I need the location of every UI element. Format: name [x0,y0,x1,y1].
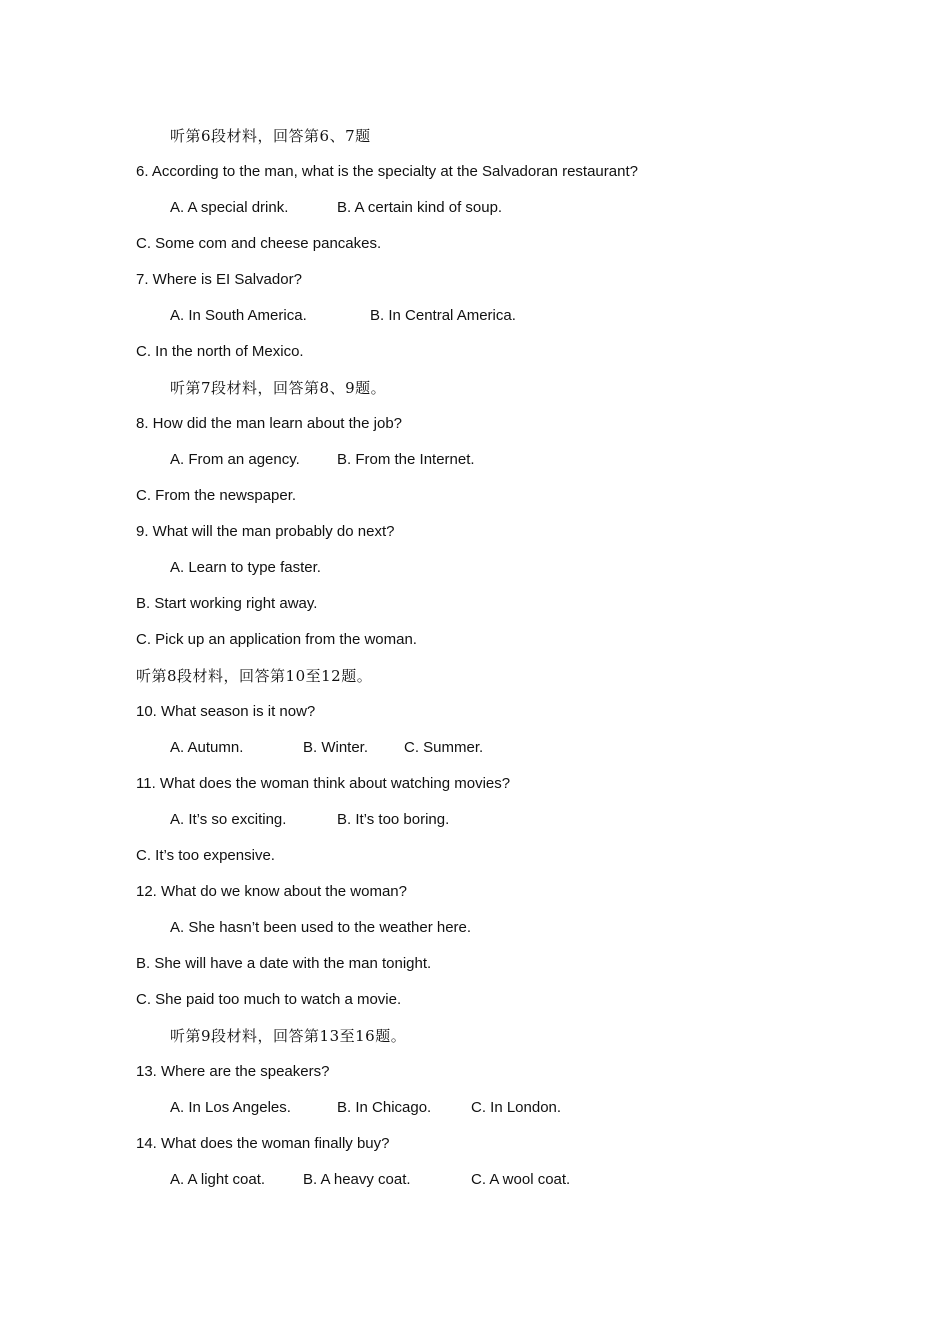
option-a: A. In Los Angeles. [170,1099,291,1116]
question-7: 7. Where is EI Salvador? [136,271,302,288]
question-13: 13. Where are the speakers? [136,1063,330,1080]
section-heading: 听第9段材料，回答第13至16题。 [170,1027,407,1045]
option-b: B. In Chicago. [337,1099,432,1116]
option-a: A. From an agency. [170,451,300,468]
option-c: C. Summer. [404,739,484,756]
option-b: B. It’s too boring. [337,811,450,828]
option-b: B. In Central America. [370,307,516,324]
option-a: A. It’s so exciting. [170,811,287,828]
option-a: A. Autumn. [170,739,244,756]
option-c: C. It’s too expensive. [136,847,275,864]
option-a: A. She hasn’t been used to the weather here. [170,919,472,936]
section-heading: 听第6段材料，回答第6、7题 [170,127,371,145]
option-b: B. A certain kind of soup. [337,199,503,216]
option-c: C. Some com and cheese pancakes. [136,235,382,252]
option-c: C. In London. [471,1099,562,1116]
option-a: A. A light coat. [170,1171,266,1188]
question-11: 11. What does the woman think about watching movies? [136,775,511,792]
question-6: 6. According to the man, what is the specialty at the Salvadoran restaurant? [136,163,638,180]
option-c: C. Pick up an application from the woman. [136,631,417,648]
option-b: B. Start working right away. [136,595,318,612]
question-12: 12. What do we know about the woman? [136,883,407,900]
question-8: 8. How did the man learn about the job? [136,415,403,432]
option-a: A. Learn to type faster. [170,559,321,576]
question-10: 10. What season is it now? [136,703,316,720]
option-a: A. A special drink. [170,199,289,216]
option-b: B. A heavy coat. [303,1171,411,1188]
option-c: C. From the newspaper. [136,487,297,504]
section-heading: 听第8段材料，回答第10至12题。 [136,667,373,685]
option-b: B. From the Internet. [337,451,475,468]
section-heading: 听第7段材料，回答第8、9题。 [170,379,387,397]
question-9: 9. What will the man probably do next? [136,523,395,540]
option-c: C. In the north of Mexico. [136,343,304,360]
option-b: B. Winter. [303,739,369,756]
option-b: B. She will have a date with the man tonight. [136,955,432,972]
option-c: C. She paid too much to watch a movie. [136,991,402,1008]
option-a: A. In South America. [170,307,307,324]
option-c: C. A wool coat. [471,1171,571,1188]
question-14: 14. What does the woman finally buy? [136,1135,390,1152]
